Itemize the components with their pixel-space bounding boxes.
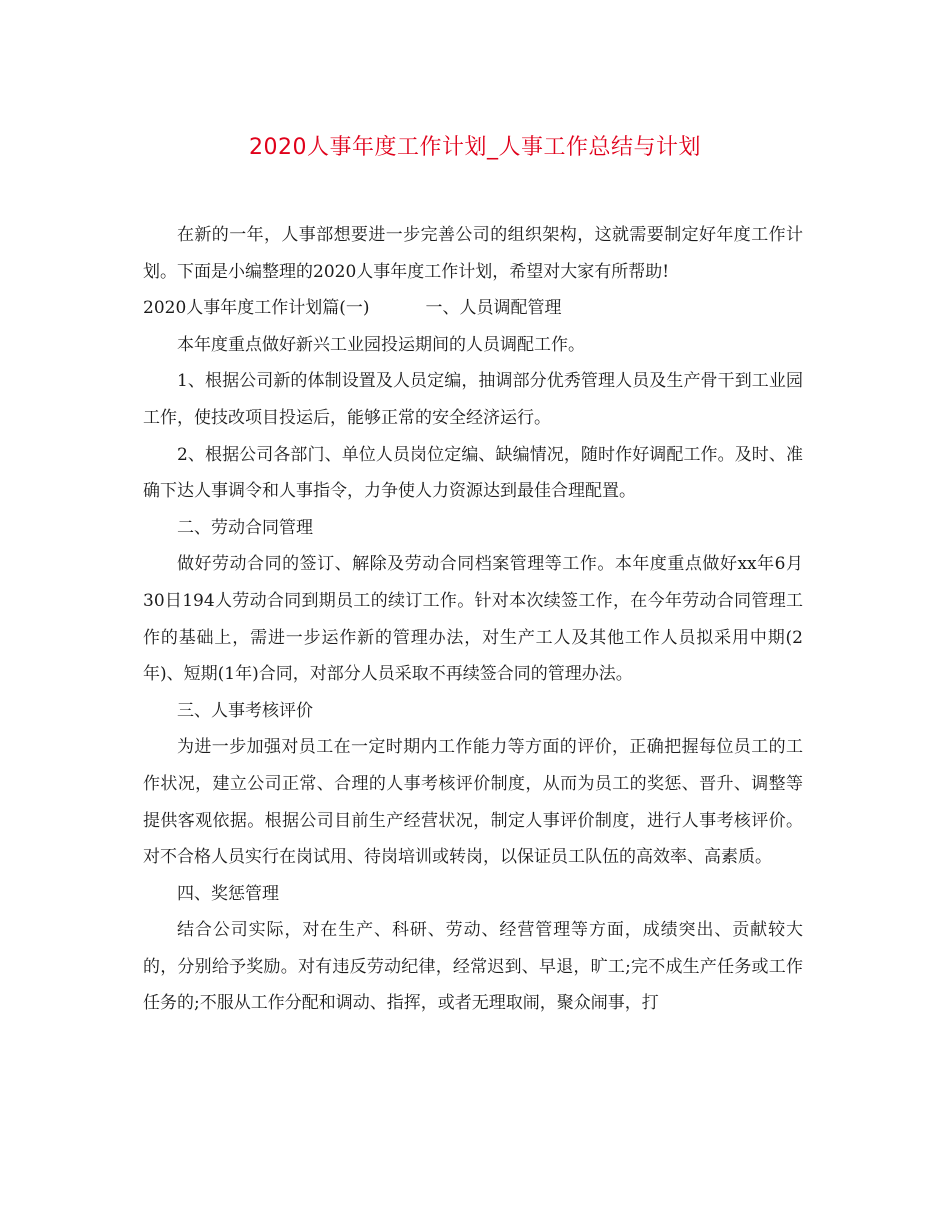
paragraph: 为进一步加强对员工在一定时期内工作能力等方面的评价，正确把握每位员工的工作状况，建立公司正常、合理的人事考核评价制度，从而为员工的奖惩、晋升、调整等提供客观依据。根据公司目前生产经营状况，制定人事评价制度，进行人事考核评价。对不合格人员实行在岗试用、待岗培训或转岗，以保证员工队伍的高效率、高素质。 (143, 737, 803, 868)
paragraph: 1、根据公司新的体制设置及人员定编，抽调部分优秀管理人员及生产骨干到工业园工作，使技改项目投运后，能够正常的安全经济运行。 (143, 371, 803, 428)
section-heading-staffing: 一、人员调配管理 (425, 298, 562, 319)
intro-paragraph: 在新的一年，人事部想要进一步完善公司的组织架构，这就需要制定好年度工作计划。下面是小编整理的2020人事年度工作计划，希望对大家有所帮助! (143, 225, 803, 282)
section-heading-rewards-penalties: 四、奖惩管理 (177, 883, 279, 904)
paragraph: 本年度重点做好新兴工业园投运期间的人员调配工作。 (177, 334, 585, 355)
document-title: 2020人事年度工作计划_人事工作总结与计划 (249, 135, 701, 160)
section-heading-labor-contract: 二、劳动合同管理 (177, 517, 313, 538)
part-label: 2020人事年度工作计划篇(一) (143, 298, 370, 319)
document-body (143, 217, 803, 1022)
paragraph: 做好劳动合同的签订、解除及劳动合同档案管理等工作。本年度重点做好xx年6月30日194人劳动合同到期员工的续订工作。针对本次续签工作，在今年劳动合同管理工作的基础上，需进一步运作新的管理办法，对生产工人及其他工作人员拟采用中期(2年)、短期(1年)合同，对部分人员采取不再续签合同的管理办法。 (143, 554, 803, 685)
paragraph: 结合公司实际，对在生产、科研、劳动、经营管理等方面，成绩突出、贡献较大的，分别给予奖励。对有违反劳动纪律，经常迟到、早退，旷工;完不成生产任务或工作任务的;不服从工作分配和调动、指挥，或者无理取闹，聚众闹事，打 (143, 920, 803, 1014)
section-heading-assessment: 三、人事考核评价 (177, 700, 313, 721)
paragraph: 2、根据公司各部门、单位人员岗位定编、缺编情况，随时作好调配工作。及时、准确下达人事调令和人事指令，力争使人力资源达到最佳合理配置。 (143, 444, 803, 502)
section-line (143, 290, 803, 327)
